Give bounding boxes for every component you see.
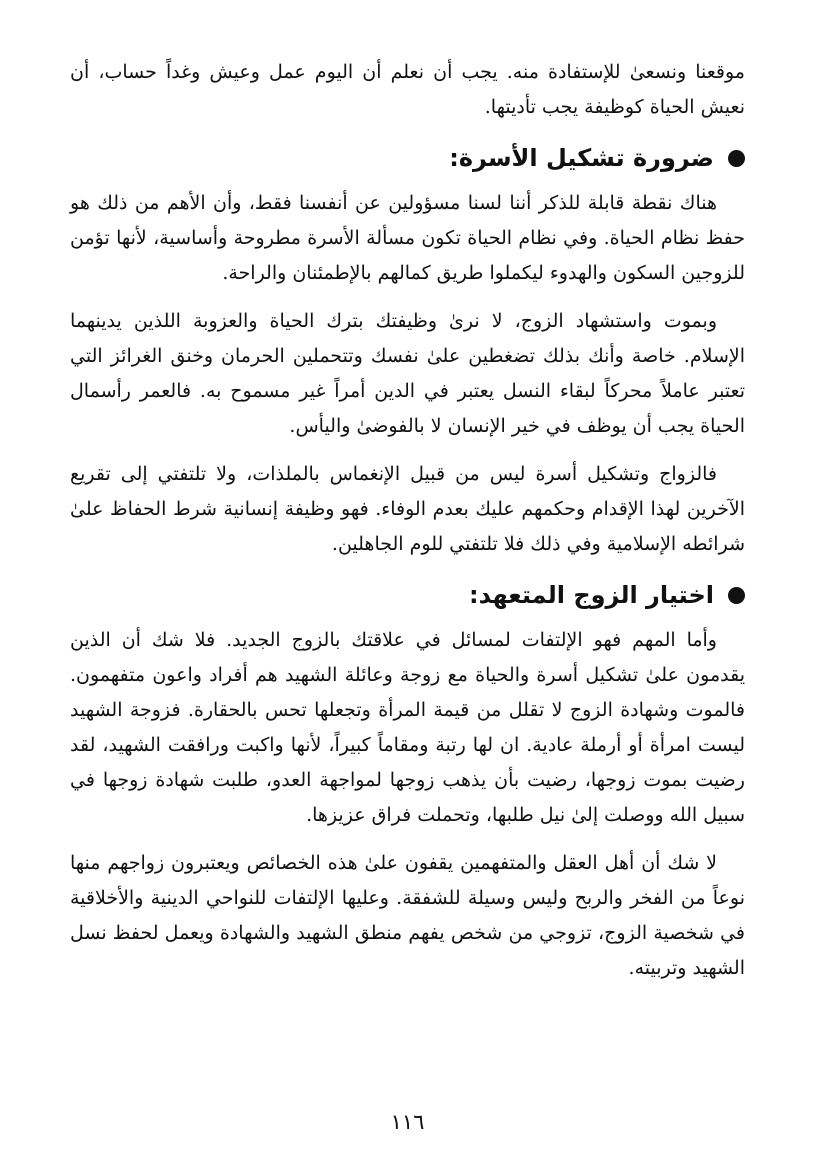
paragraph: لا شك أن أهل العقل والمتفهمين يقفون علىٰ هذه الخصائص ويعتبرون زواجهم منها نوعاً من الفخر والربح وليس وسيلة للشفقة. وعليها الإلتفات للنواحي الدينية والأخلاقية في شخصية الزوج، تزوجي من شخص يفهم منطق الشهيد والشهادة ويعمل لحفظ نسل الشهيد وتربيته. (70, 852, 745, 979)
paragraph: هناك نقطة قابلة للذكر أننا لسنا مسؤولين عن أنفسنا فقط، وأن الأهم من ذلك هو حفظ نظام الحياة. وفي نظام الحياة تكون مسألة الأسرة مطروحة وأساسية، لأنها تؤمن للزوجين السكون والهدوء ليكملوا طريق كمالهم بالإطمئنان والراحة. (70, 192, 745, 284)
paragraph: وأما المهم فهو الإلتفات لمسائل في علاقتك بالزوج الجديد. فلا شك أن الذين يقدمون علىٰ تشكيل أسرة والحياة مع زوجة وعائلة الشهيد هم أفراد واعون متفهمون. فالموت وشهادة الزوج لا تقلل من قيمة المرأة وتجعلها تحس بالحقارة. فزوجة الشهيد ليست امرأة أو أرملة عادية. ان لها رتبة ومقاماً كبيراً، لأنها واكبت ورافقت الشهيد، لقد رضيت بموت زوجها، رضيت بأن يذهب زوجها لمواجهة العدو، طلبت شهادة زوجها في سبيل الله ووصلت إلىٰ نيل طلبها، وتحملت فراق عزيزها. (70, 629, 745, 826)
paragraph: فالزواج وتشكيل أسرة ليس من قبيل الإنغماس بالملذات، ولا تلتفتي إلى تقريع الآخرين لهذا الإقدام وحكمهم عليك بعدم الوفاء. فهو وظيفة إنسانية شرط الحفاظ علىٰ شرائطه الإسلامية وفي ذلك فلا تلتفتي للوم الجاهلين. (70, 463, 745, 555)
section-heading-text: اختيار الزوج المتعهد: (468, 581, 714, 609)
paragraph: وبموت واستشهاد الزوج، لا نرىٰ وظيفتك بترك الحياة والعزوبة اللذين يدينهما الإسلام. خاصة وأنك بذلك تضغطين علىٰ نفسك وتتحملين الحرمان وخنق الغرائز التي تعتبر عاملاً محركاً لبقاء النسل يعتبر في الدين أمراً غير مسموح به. فالعمر رأسمال الحياة يجب أن يوظف في خير الإنسان لا بالفوضىٰ واليأس. (70, 310, 745, 437)
paragraph: موقعنا ونسعىٰ للإستفادة منه. يجب أن نعلم أن اليوم عمل وعيش وغداً حساب، أن نعيش الحياة كوظيفة يجب تأديتها. (70, 61, 745, 118)
bullet-icon (728, 150, 745, 167)
section-heading (70, 575, 745, 615)
section-heading-text: ضرورة تشكيل الأسرة: (449, 144, 714, 172)
bullet-icon (728, 587, 745, 604)
page-number: ١١٦ (390, 1110, 425, 1134)
section-heading (70, 138, 745, 178)
